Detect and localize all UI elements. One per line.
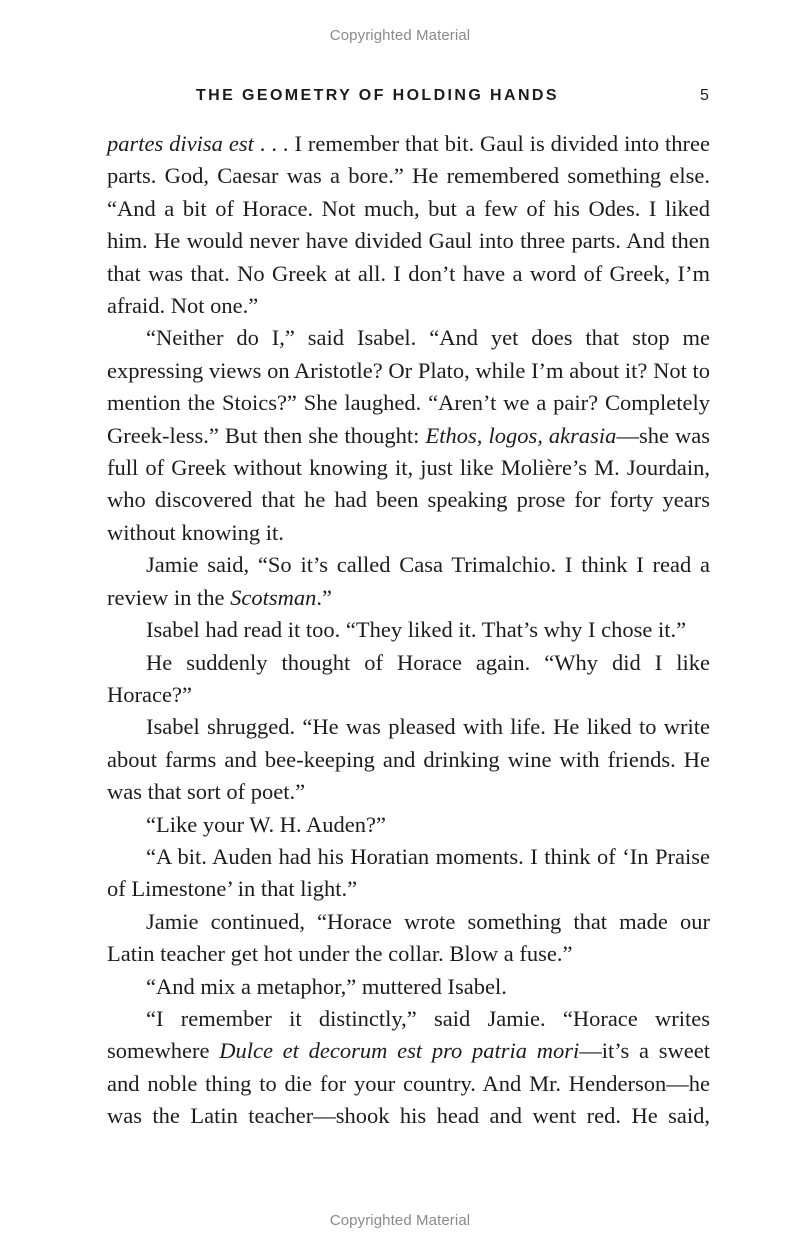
latin-phrase: partes divisa est bbox=[107, 131, 254, 156]
paragraph-2 bbox=[107, 322, 710, 549]
paragraph-10: “And mix a metaphor,” muttered Isabel. bbox=[146, 973, 507, 999]
copyright-watermark-bottom: Copyrighted Material bbox=[329, 1212, 471, 1229]
paragraph-5: He suddenly thought of Horace again. “Why did I like Horace?” bbox=[107, 649, 710, 707]
paragraph-text: “Neither do I,” said Isabel. “And yet does that stop me expressing views on Aristotle? Or Plato, while I’m about it? Not to mention the Stoics?” She laughed. “Aren’t we a pair? Completely Greek-less.” But then she thought: bbox=[107, 325, 710, 448]
paragraph-7: “Like your W. H. Auden?” bbox=[146, 811, 386, 837]
latin-quote: Dulce et decorum est pro patria mori bbox=[219, 1038, 580, 1064]
running-head: THE GEOMETRY OF HOLDING HANDS bbox=[196, 87, 559, 104]
paragraph-3 bbox=[107, 549, 710, 614]
newspaper-title: Scotsman bbox=[230, 584, 317, 610]
paragraph-4: Isabel had read it too. “They liked it. That’s why I chose it.” bbox=[146, 617, 687, 643]
page-number: 5 bbox=[700, 87, 709, 104]
paragraph-text: —she was full of Greek without knowing it, just like Molière’s M. Jourdain, who discovered that he had been speaking prose for forty years without knowing it. bbox=[107, 422, 711, 545]
paragraph-9: Jamie continued, “Horace wrote something that made our Latin teacher get hot under the collar. Blow a fuse.” bbox=[107, 908, 710, 967]
paragraph-text: .” bbox=[316, 584, 332, 610]
copyright-watermark-top: Copyrighted Material bbox=[329, 27, 471, 44]
paragraph-11 bbox=[107, 1003, 710, 1133]
paragraph-8: “A bit. Auden had his Horatian moments. I think of ‘In Praise of Limestone’ in that light.” bbox=[107, 843, 710, 902]
body-text bbox=[107, 128, 710, 1133]
paragraph-1 bbox=[107, 128, 710, 322]
paragraph-text: Jamie said, “So it’s called Casa Trimalchio. I think I read a review in the bbox=[107, 552, 710, 610]
paragraph-text: “I remember it distinctly,” said Jamie. “Horace writes somewhere bbox=[107, 1005, 710, 1064]
greek-terms: Ethos, logos, akrasia bbox=[425, 422, 617, 448]
paragraph-6: Isabel shrugged. “He was pleased with life. He liked to write about farms and bee-keeping and drinking wine with friends. He was that sort of poet.” bbox=[107, 714, 710, 805]
paragraph-text: . . . I remember that bit. Gaul is divided into three parts. God, Caesar was a bore.” He remembered something else. “And a bit of Horace. Not much, but a few of his Odes. I liked him. He would never have divided Gaul into three parts. And then that was that. No Greek at all. I don’t have a word of Greek, I’m afraid. Not one.” bbox=[107, 131, 710, 319]
paragraph-text: —it’s a sweet and noble thing to die for your country. And Mr. Henderson—he was the Latin teacher—shook his head and went red. He said, bbox=[107, 1038, 710, 1129]
